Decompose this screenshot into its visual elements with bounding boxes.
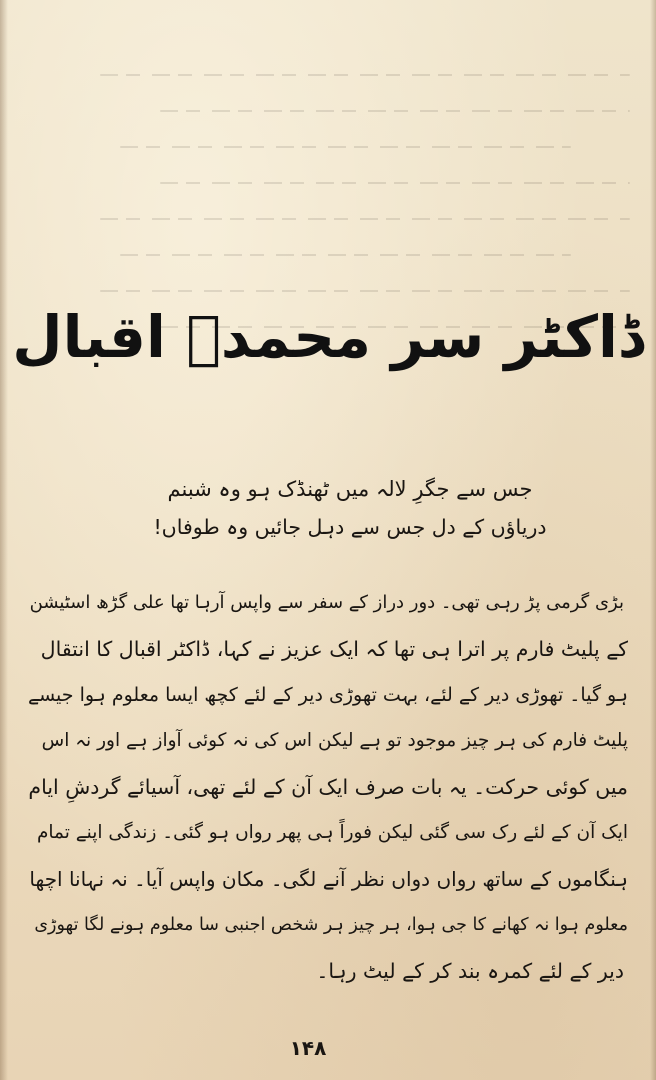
page-edge-shadow-left xyxy=(0,0,8,1080)
paragraph-line: ہو گیا۔ تھوڑی دیر کے لئے، بہت تھوڑی دیر کے لئے کچھ ایسا معلوم ہوا جیسے xyxy=(27,684,628,706)
couplet-verse-2: دریاؤں کے دل جس سے دہل جائیں وہ طوفاں! xyxy=(153,515,547,539)
paragraph-line: دیر کے لئے کمرہ بند کر کے لیٹ رہا۔ xyxy=(316,959,624,983)
paragraph-line: بڑی گرمی پڑ رہی تھی۔ دور دراز کے سفر سے واپس آرہا تھا علی گڑھ اسٹیشن xyxy=(29,592,624,613)
paragraph-line: ایک آن کے لئے رک سی گئی لیکن فوراً ہی پھر رواں ہو گئی۔ زندگی اپنے تمام xyxy=(36,822,628,843)
paragraph-line: میں کوئی حرکت۔ یہ بات صرف ایک آن کے لئے تھی، آسیائے گردشِ ایام xyxy=(28,775,628,799)
couplet xyxy=(150,470,550,546)
prose-paragraph xyxy=(28,580,628,994)
couplet-verse-1: جس سے جگرِ لالہ میں ٹھنڈک ہو وہ شبنم xyxy=(167,477,533,501)
paragraph-line: کے پلیٹ فارم پر اترا ہی تھا کہ ایک عزیز نے کہا، ڈاکٹر اقبال کا انتقال xyxy=(40,637,628,661)
page-edge-shadow-right xyxy=(650,0,656,1080)
paragraph-line: معلوم ہوا نہ کھانے کا جی ہوا، ہر چیز ہر شخص اجنبی سا معلوم ہونے لگا تھوڑی xyxy=(34,915,628,935)
page-number: ۱۴۸ xyxy=(289,1036,327,1060)
paragraph-line: ہنگاموں کے ساتھ رواں دواں نظر آنے لگی۔ مکان واپس آیا۔ نہ نہانا اچھا xyxy=(29,867,628,891)
page-title: ڈاکٹر سر محمدؐ اقبال xyxy=(12,303,644,371)
paragraph-line: پلیٹ فارم کی ہر چیز موجود تو ہے لیکن اس کی نہ کوئی آواز ہے اور نہ اس xyxy=(41,730,628,751)
